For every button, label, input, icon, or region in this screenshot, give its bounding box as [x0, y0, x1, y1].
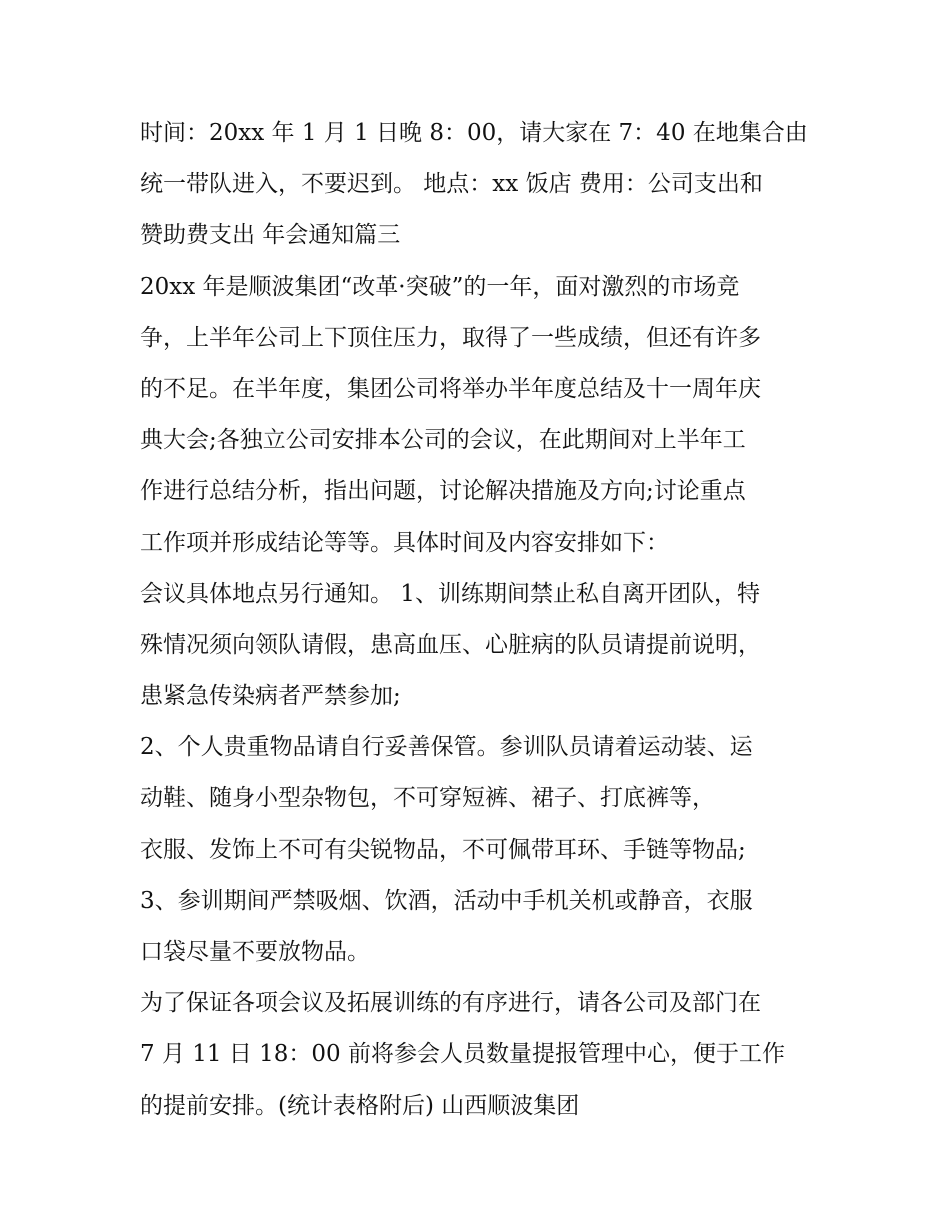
text-line: 口袋尽量不要放物品。 — [140, 939, 370, 965]
text-line: 殊情况须向领队请假，患高血压、心脏病的队员请提前说明， — [140, 631, 761, 658]
text-line: 的提前安排。(统计表格附后) 山西顺波集团 — [140, 1092, 580, 1119]
text-line: 7 月 11 日 18：00 前将参会人员数量提报管理中心，便于工作 — [140, 1041, 785, 1068]
text-line: 统一带队进入，不要迟到。 地点：xx 饭店 费用：公司支出和 — [140, 171, 763, 198]
text-line: 3、参训期间严禁吸烟、饮酒，活动中手机关机或静音，衣服 — [140, 887, 753, 914]
text-line: 20xx 年是顺波集团“改革·突破”的一年，面对激烈的市场竞 — [140, 273, 740, 300]
text-line: 会议具体地点另行通知。 1、训练期间禁止私自离开团队，特 — [140, 580, 760, 607]
text-line: 赞助费支出 年会通知篇三 — [140, 222, 401, 249]
text-line: 时间：20xx 年 1 月 1 日晚 8：00，请大家在 7：40 在地集合由 — [140, 120, 808, 146]
text-line: 的不足。在半年度，集团公司将举办半年度总结及十一周年庆 — [140, 375, 761, 402]
document-body — [140, 108, 830, 1132]
text-line: 工作项并形成结论等等。具体时间及内容安排如下： — [140, 529, 669, 556]
text-line: 患紧急传染病者严禁参加; — [140, 683, 401, 710]
text-line: 典大会;各独立公司安排本公司的会议，在此期间对上半年工 — [140, 427, 746, 454]
text-line: 为了保证各项会议及拓展训练的有序进行，请各公司及部门在 — [140, 990, 761, 1017]
text-line: 作进行总结分析，指出问题，讨论解决措施及方向;讨论重点 — [140, 478, 746, 505]
text-line: 争，上半年公司上下顶住压力，取得了一些成绩，但还有许多 — [140, 324, 761, 351]
text-line: 动鞋、随身小型杂物包，不可穿短裤、裙子、打底裤等， — [140, 785, 715, 812]
text-line: 2、个人贵重物品请自行妥善保管。参训队员请着运动装、运 — [140, 734, 753, 761]
text-line: 衣服、发饰上不可有尖锐物品，不可佩带耳环、手链等物品; — [140, 836, 746, 863]
